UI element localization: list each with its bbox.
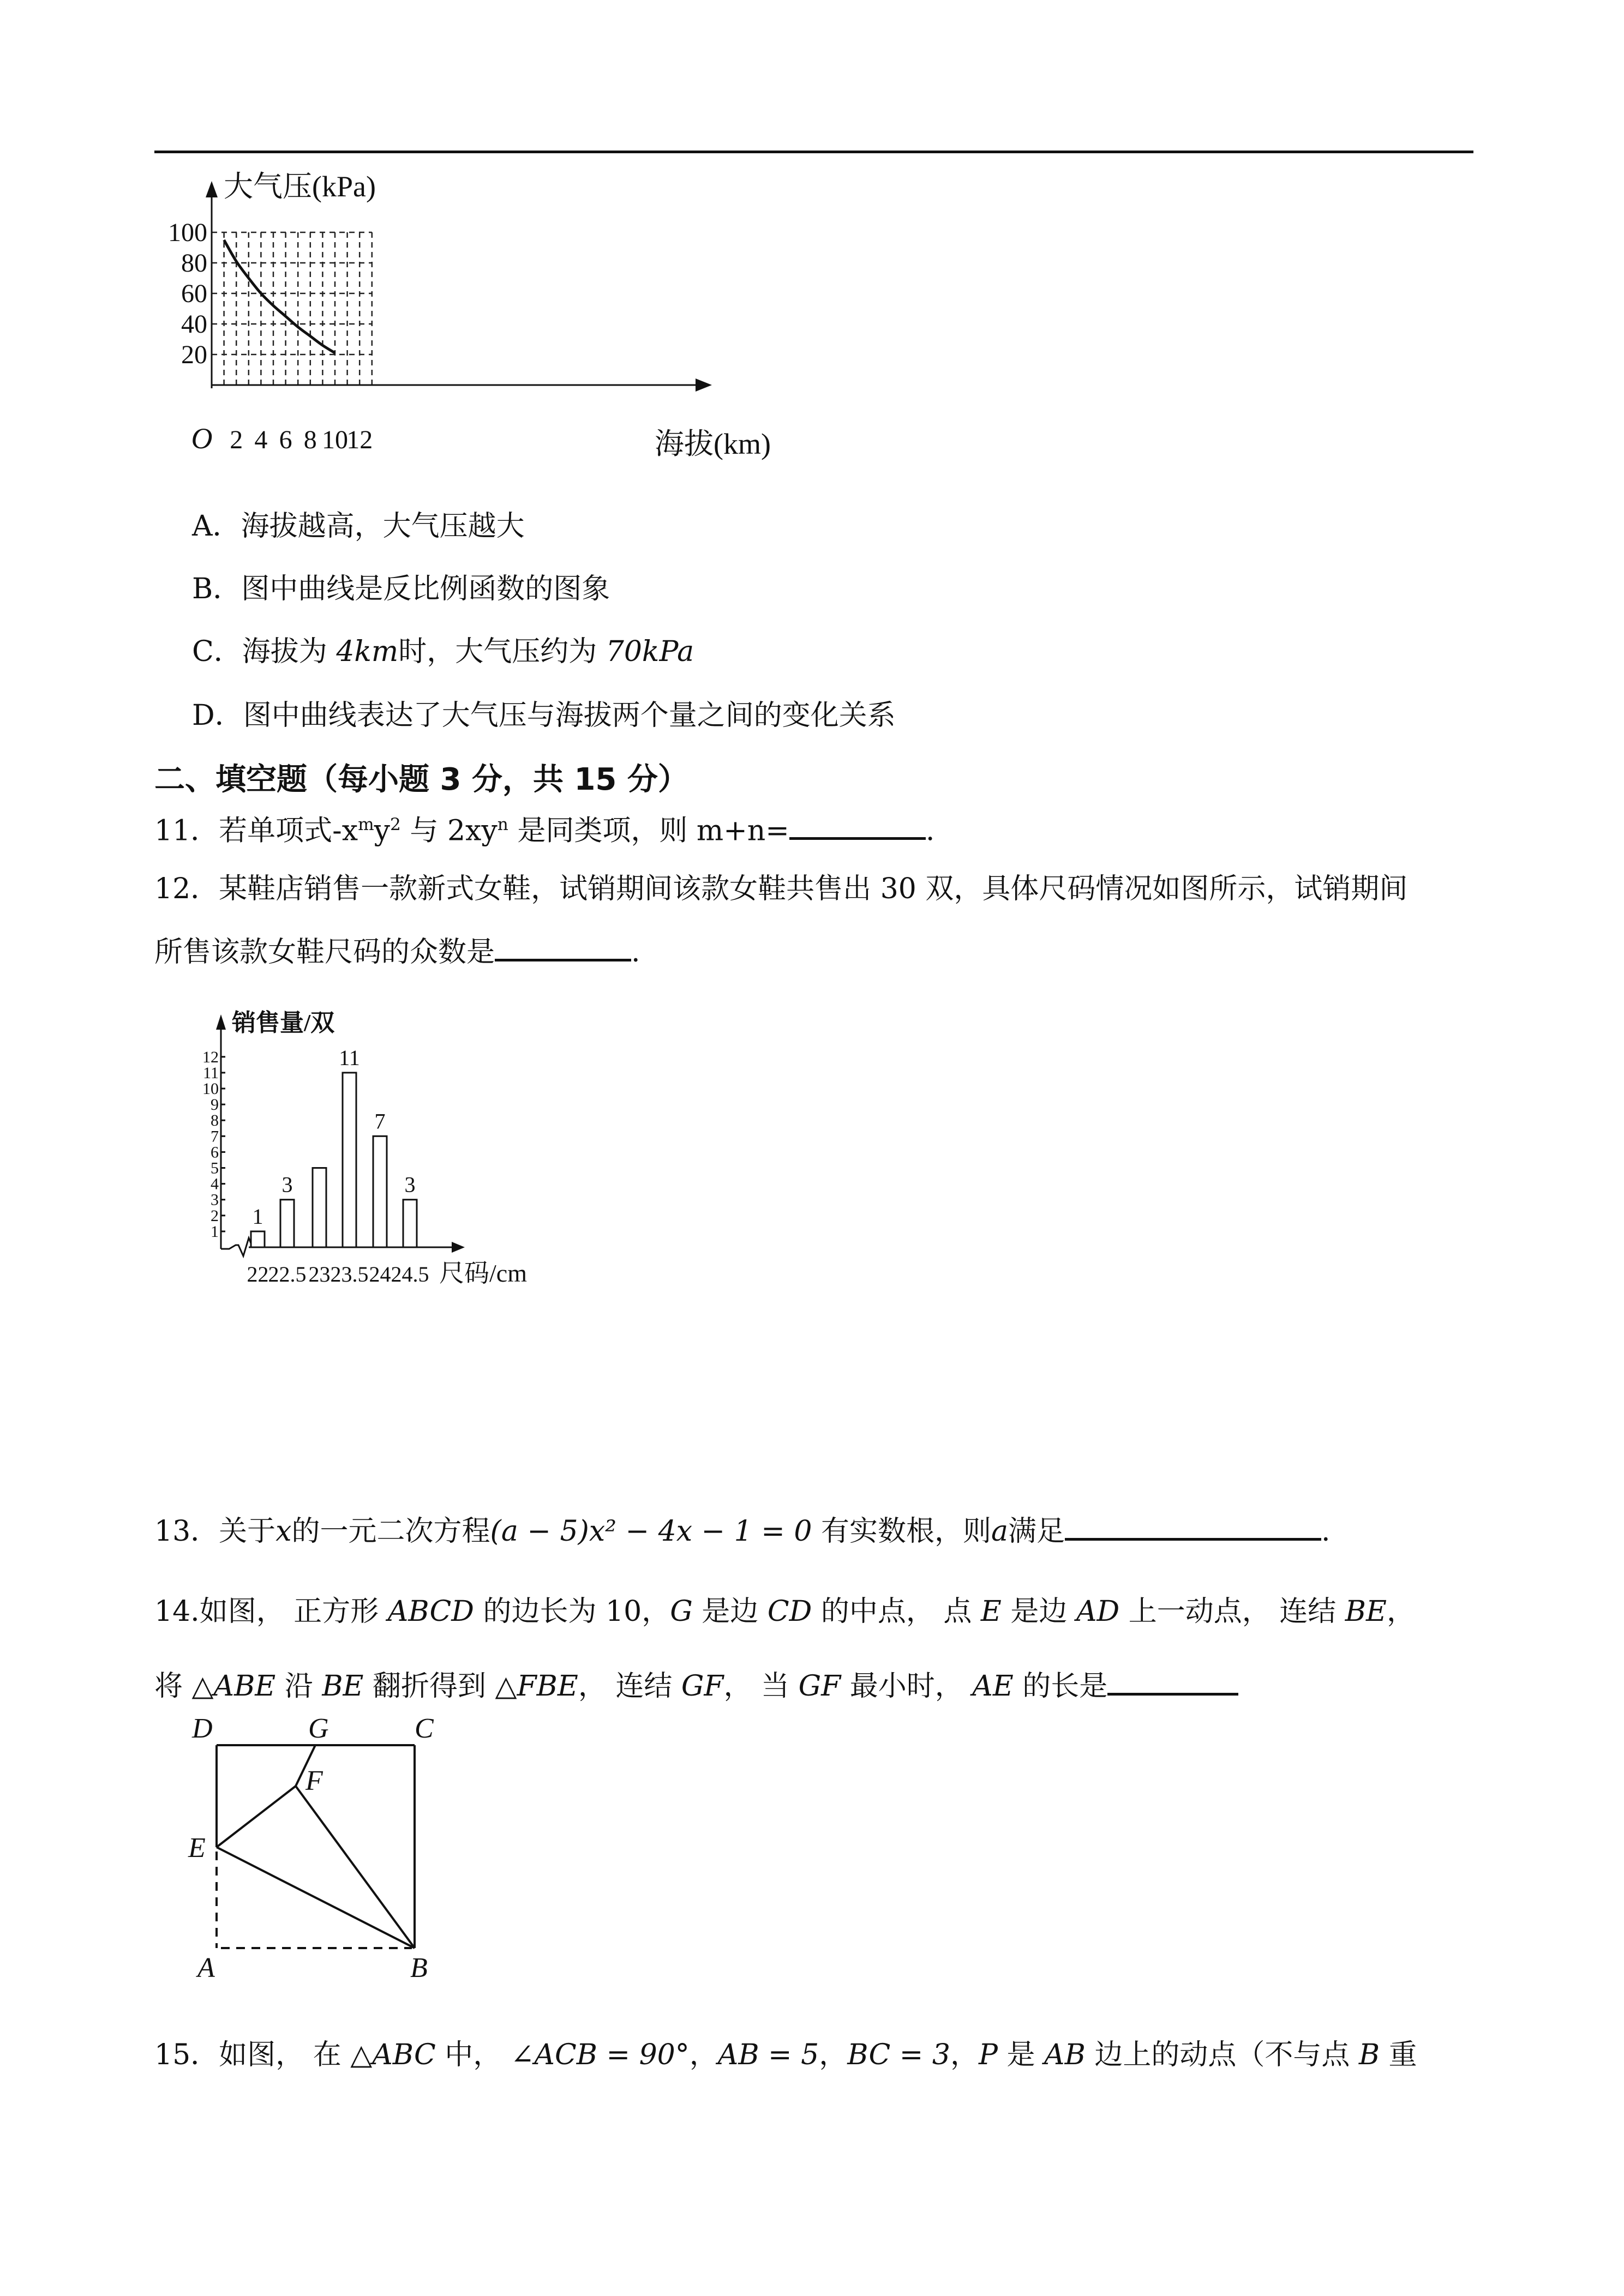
q14-line2-part-3: BE [322,1670,364,1703]
q14-line1-part-11: BE [1345,1595,1387,1628]
q12-number: 12． [154,873,219,905]
chart1-y-tick-label: 60 [181,279,207,308]
option-d[interactable] [192,699,896,732]
chart2-y-tick-label: 1 [211,1222,219,1241]
q12-end: . [631,936,640,969]
q14-line1-part-9: AD [1076,1595,1120,1628]
chart2-bar [373,1136,387,1247]
q11-sup-2: 2 [390,815,401,834]
chart1-series-line [224,240,335,353]
chart2-y-tick-label: 12 [202,1048,219,1066]
q11-answer-blank[interactable] [789,815,926,840]
chart2-data-label: 1 [252,1204,263,1229]
q14-line2-part-11: AE [972,1670,1014,1703]
chart1-x-ticks [230,425,373,454]
question-12-line-1 [154,873,1407,905]
option-c-math-1: 4km [336,635,399,668]
question-14-line-1 [154,1595,1415,1628]
chart2-x-tick-label: 23 [308,1262,331,1287]
q11-end: . [925,814,935,848]
chart2-data-label: 3 [404,1172,416,1197]
q14-line1-part-7: E [980,1595,1002,1628]
chart2-x-tick-label: 24.5 [391,1262,429,1287]
pressure-altitude-chart [0,0,873,491]
chart2-y-tick-label: 10 [202,1080,219,1098]
chart1-x-tick-label: 10 [322,425,348,454]
chart2-y-tick-label: 11 [203,1063,219,1082]
question-13 [154,1515,1331,1548]
q14-line2-part-0: 将 △ [154,1670,214,1703]
chart1-origin-label: O [191,422,213,455]
q15-part-13: B [1358,2039,1380,2071]
chart1-grid [212,232,372,385]
option-b-letter: B． [192,573,242,605]
chart2-y-tick-label: 8 [211,1111,219,1130]
q13-text-2: 的一元二次方程 [291,1515,490,1548]
q11-text-1: 若单项式-x [219,814,358,848]
q14-line1-number: 14. [154,1595,200,1628]
option-c-math-2: 70kPa [606,635,694,668]
option-c-letter: C． [192,635,242,668]
q11-text-3: 与 2xy [400,814,498,848]
chart2-y-tick-label: 7 [211,1127,219,1146]
chart1-y-tick-label: 20 [181,340,207,369]
chart1-x-tick-label: 12 [346,425,373,454]
chart2-bar [343,1073,356,1247]
chart1-x-tick-label: 2 [230,425,243,454]
option-b[interactable] [192,573,610,605]
chart1-x-tick-label: 4 [254,425,268,454]
q15-part-14: 重 [1380,2039,1417,2071]
chart2-x-tick-label: 22 [247,1262,269,1287]
shoe-sales-bar-chart [0,982,927,1500]
chart1-x-label: 海拔(km) [655,428,771,460]
q14-line1-part-1: ABCD [387,1595,474,1628]
q14-line2-part-9: GF [798,1670,841,1703]
q11-sup-n: n [497,815,508,834]
option-c-text-1: 海拔为 [242,635,337,668]
q14-line1-part-3: G [670,1595,693,1628]
option-a-text: 海拔越高，大气压越大 [241,510,525,543]
question-11 [154,808,934,847]
chart2-y-arrow [216,1014,226,1030]
chart2-y-tick-label: 2 [211,1206,219,1225]
q13-text-3: 有实数根，则 [812,1515,991,1548]
q11-sup-m: m [358,815,374,834]
label-b: B [410,1952,428,1984]
q14-line1-part-12: ， [1386,1595,1415,1628]
label-e: E [188,1832,206,1864]
q15-number: 15． [154,2039,219,2071]
option-a-letter: A． [192,510,241,543]
q14-line2-part-10: 最小时， [841,1670,973,1703]
chart1-y-tick-label: 100 [168,218,207,247]
chart1-x-arrow [696,378,712,392]
q11-text-4: 是同类项，则 m+n= [508,814,789,848]
chart2-bar [280,1200,294,1247]
q14-line1-part-0: 如图， 正方形 [199,1595,388,1628]
option-c[interactable] [192,635,694,668]
q14-line1-part-5: CD [767,1595,812,1628]
chart2-y-label: 销售量/双 [232,1009,335,1036]
option-a[interactable] [192,510,525,543]
q15-part-1: ABC [372,2039,436,2071]
chart1-y-arrow [206,181,218,197]
q15-part-8: ， [950,2039,979,2071]
question-14-line-2 [154,1670,1238,1703]
q15-part-9: P [978,2039,998,2071]
q13-end: . [1321,1515,1331,1548]
chart2-bars [247,1045,429,1287]
q11-number: 11． [154,814,219,848]
chart2-bar [251,1231,265,1247]
chart2-y-ticks [202,1048,225,1241]
q14-answer-blank[interactable] [1107,1671,1238,1696]
question-12-line-2 [154,936,640,969]
segment-fb [296,1786,415,1948]
q15-part-4: ， [689,2039,718,2071]
q14-line2-part-2: 沿 [275,1670,322,1703]
q13-var-a: a [991,1515,1009,1548]
q11-text-2: y [374,814,391,848]
chart2-x-tick-label: 23.5 [330,1262,369,1287]
chart2-y-tick-label: 5 [211,1159,219,1177]
chart2-data-label: 7 [374,1109,386,1134]
q14-line2-part-4: 翻折得到 △ [363,1670,517,1703]
q15-part-11: AB [1044,2039,1086,2071]
chart2-data-label: 11 [339,1045,360,1070]
chart2-bar [403,1200,417,1247]
option-b-text: 图中曲线是反比例函数的图象 [241,573,610,605]
q14-line2-part-1: ABE [213,1670,276,1703]
q12-answer-blank[interactable] [495,937,631,961]
label-d: D [192,1713,213,1744]
label-g: G [308,1713,329,1744]
q13-text-4: 满足 [1008,1515,1065,1548]
question-15 [154,2039,1417,2071]
chart2-y-tick-label: 9 [211,1096,219,1114]
q15-part-3: ∠ACB = 90° [510,2039,690,2071]
label-a: A [197,1952,215,1984]
option-d-letter: D． [192,699,243,732]
label-c: C [415,1713,434,1744]
q14-line1-part-2: 的边长为 10， [474,1595,670,1628]
chart2-x-arrow [452,1242,465,1253]
chart2-x-tick-label: 24 [369,1262,391,1287]
section-heading: 二、填空题（每小题 3 分，共 15 分） [154,762,688,797]
chart1-y-tick-label: 80 [181,249,207,278]
q13-text-1: 关于 [219,1515,276,1548]
chart2-y-tick-label: 4 [211,1175,219,1193]
q13-var-x: x [275,1515,292,1548]
chart2-x-tick-label: 22.5 [268,1262,307,1287]
chart1-y-label: 大气压(kPa) [224,170,376,203]
chart2-x-label: 尺码/cm [439,1259,527,1287]
chart2-axis-break [221,1238,253,1256]
chart1-y-ticks [168,218,207,369]
q14-line2-part-5: FBE [517,1670,578,1703]
chart1-x-tick-label: 6 [279,425,292,454]
q14-line1-part-6: 的中点， 点 [812,1595,981,1628]
q14-line2-part-12: 的长是 [1013,1670,1108,1703]
q14-line2-part-6: ， 连结 [578,1670,681,1703]
q13-answer-blank[interactable] [1065,1516,1321,1541]
q14-line1-part-4: 是边 [692,1595,768,1628]
q15-part-7: BC = 3 [847,2039,950,2071]
q15-part-6: ， [819,2039,848,2071]
q14-line1-part-10: 上一动点， 连结 [1119,1595,1345,1628]
q14-line2-part-8: ， 当 [723,1670,799,1703]
chart2-y-tick-label: 3 [211,1191,219,1209]
square-fold-figure [164,1712,491,2018]
chart2-y-tick-label: 6 [211,1143,219,1162]
label-f: F [305,1765,323,1796]
q15-part-2: 中， [435,2039,511,2071]
chart1-x-tick-label: 8 [303,425,317,454]
q14-line2-part-7: GF [681,1670,724,1703]
q15-part-0: 如图， 在 △ [219,2039,373,2071]
option-c-text-2: 时，大气压约为 [398,635,606,668]
q12-line-2: 所售该款女鞋尺码的众数是 [154,936,495,969]
q15-part-10: 是 [997,2039,1045,2071]
q12-line-1: 某鞋店销售一款新式女鞋，试销期间该款女鞋共售出 30 双，具体尺码情况如图所示，试销期间 [219,873,1408,905]
chart2-bar [313,1168,326,1248]
chart2-data-label: 3 [281,1172,293,1197]
q13-equation: (a − 5)x² − 4x − 1 = 0 [490,1515,812,1548]
chart1-y-tick-label: 40 [181,310,207,339]
q15-part-5: AB = 5 [717,2039,819,2071]
segment-eb [217,1847,415,1948]
segment-ef [217,1786,296,1847]
option-d-text: 图中曲线表达了大气压与海拔两个量之间的变化关系 [243,699,896,732]
q15-part-12: 边上的动点（不与点 [1085,2039,1359,2071]
q13-number: 13． [154,1515,219,1548]
q14-line1-part-8: 是边 [1001,1595,1076,1628]
